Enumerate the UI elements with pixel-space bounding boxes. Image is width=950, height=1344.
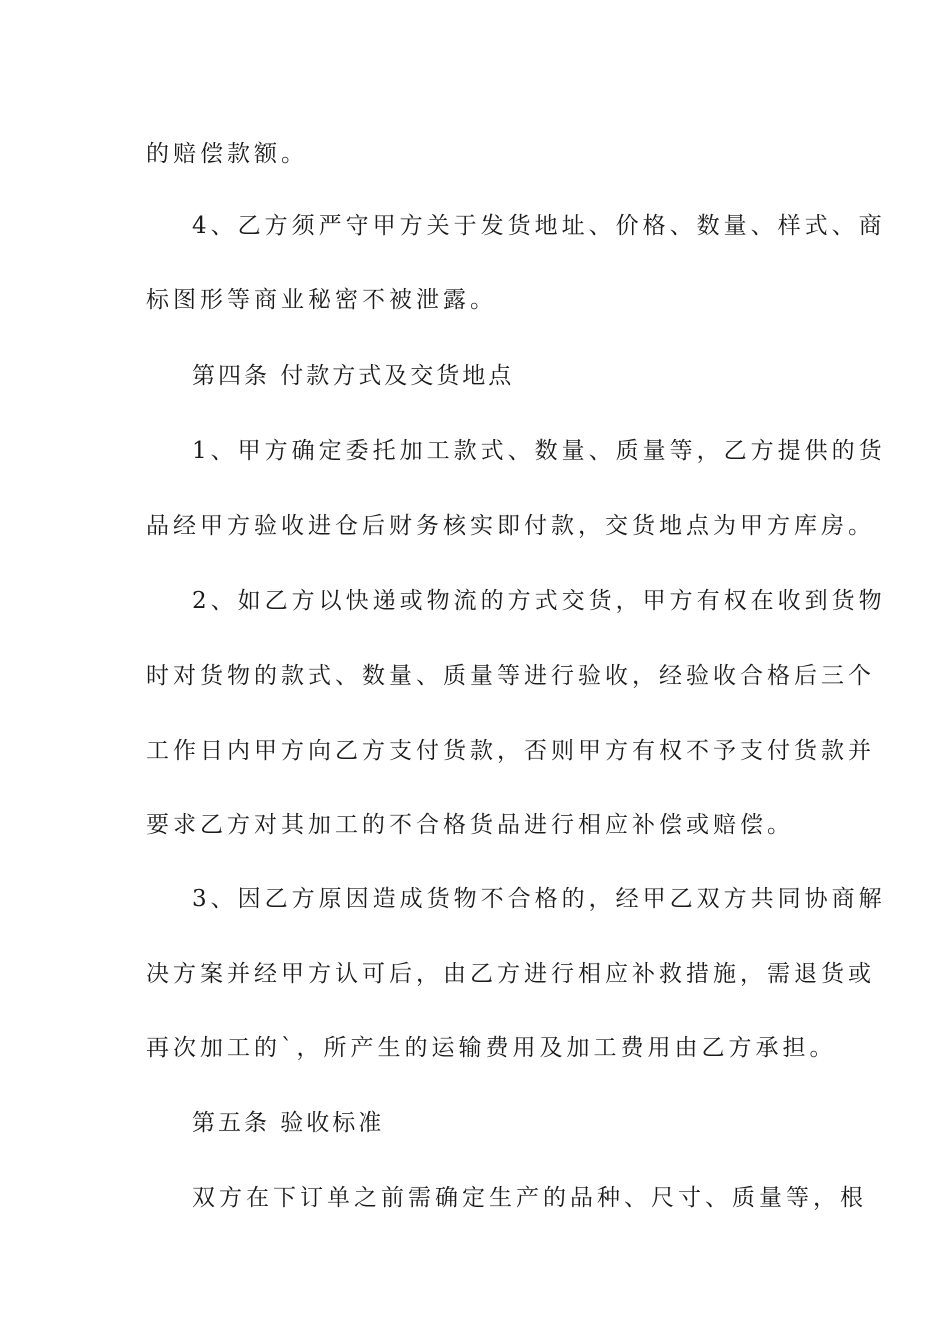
paragraph-line: 的赔偿款额。 [146, 141, 308, 167]
paragraph-line: 2、如乙方以快递或物流的方式交货，甲方有权在收到货物 [192, 588, 886, 614]
paragraph-line: 3、因乙方原因造成货物不合格的，经甲乙双方共同协商解 [192, 886, 886, 912]
paragraph-line: 决方案并经甲方认可后，由乙方进行相应补救措施，需退货或 [146, 961, 875, 987]
paragraph-line: 品经甲方验收进仓后财务核实即付款，交货地点为甲方库房。 [146, 513, 875, 539]
section-heading: 第五条 验收标准 [192, 1110, 385, 1136]
paragraph-line: 双方在下订单之前需确定生产的品种、尺寸、质量等，根 [192, 1185, 867, 1211]
paragraph-line: 4、乙方须严守甲方关于发货地址、价格、数量、样式、商 [192, 213, 886, 239]
paragraph-line: 工作日内甲方向乙方支付货款，否则甲方有权不予支付货款并 [146, 738, 875, 764]
paragraph-line: 1、甲方确定委托加工款式、数量、质量等，乙方提供的货 [192, 438, 886, 464]
paragraph-line: 要求乙方对其加工的不合格货品进行相应补偿或赔偿。 [146, 812, 794, 838]
section-heading: 第四条 付款方式及交货地点 [192, 363, 515, 389]
paragraph-line: 时对货物的款式、数量、质量等进行验收，经验收合格后三个 [146, 663, 875, 689]
paragraph-line: 再次加工的`，所产生的运输费用及加工费用由乙方承担。 [146, 1035, 837, 1061]
paragraph-line: 标图形等商业秘密不被泄露。 [146, 287, 497, 313]
